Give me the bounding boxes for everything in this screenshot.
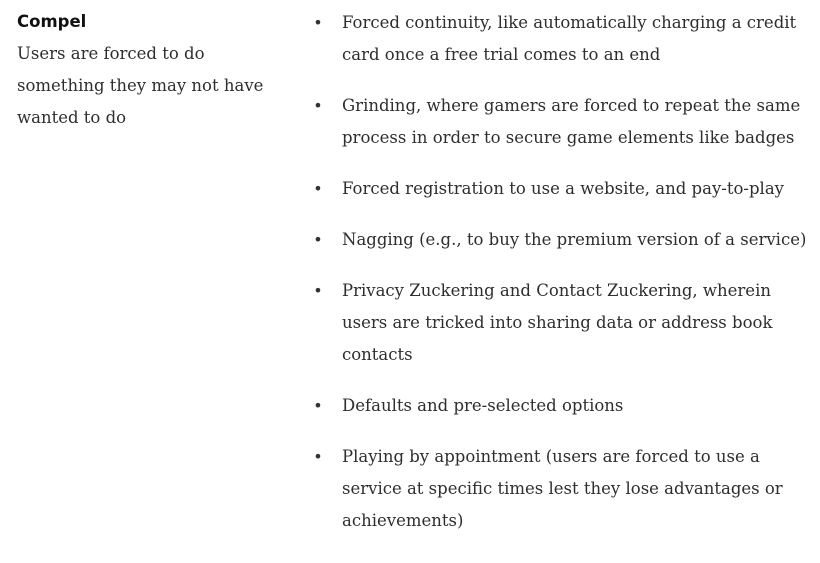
examples-list <box>304 7 814 537</box>
list-item <box>304 90 814 154</box>
list-item-text: Defaults and pre-selected options <box>342 396 624 415</box>
list-item <box>304 441 814 537</box>
bullet-icon: • <box>313 96 323 115</box>
bullet-icon: • <box>313 179 323 198</box>
list-item-text: Privacy Zuckering and Contact Zuckering, wherein users are tricked into sharing data or address book contacts <box>342 281 773 364</box>
list-item <box>304 275 814 371</box>
list-item <box>304 7 814 71</box>
term-definition: Users are forced to do something they may not have wanted to do <box>17 44 264 127</box>
examples-column <box>304 7 814 556</box>
list-item <box>304 173 814 205</box>
list-item-text: Forced continuity, like automatically charging a credit card once a free trial comes to an end <box>342 13 797 64</box>
bullet-icon: • <box>313 396 323 415</box>
list-item-text: Forced registration to use a website, and pay-to-play <box>342 179 784 198</box>
bullet-icon: • <box>313 13 323 32</box>
list-item-text: Nagging (e.g., to buy the premium version of a service) <box>342 230 807 249</box>
term-column <box>17 9 297 134</box>
bullet-icon: • <box>313 281 323 300</box>
bullet-icon: • <box>313 230 323 249</box>
list-item <box>304 390 814 422</box>
list-item <box>304 224 814 256</box>
term-heading: Compel <box>17 12 87 31</box>
list-item-text: Grinding, where gamers are forced to repeat the same process in order to secure game elements like badges <box>342 96 801 147</box>
list-item-text: Playing by appointment (users are forced to use a service at specific times lest they lose advantages or achievements) <box>342 447 783 530</box>
bullet-icon: • <box>313 447 323 466</box>
